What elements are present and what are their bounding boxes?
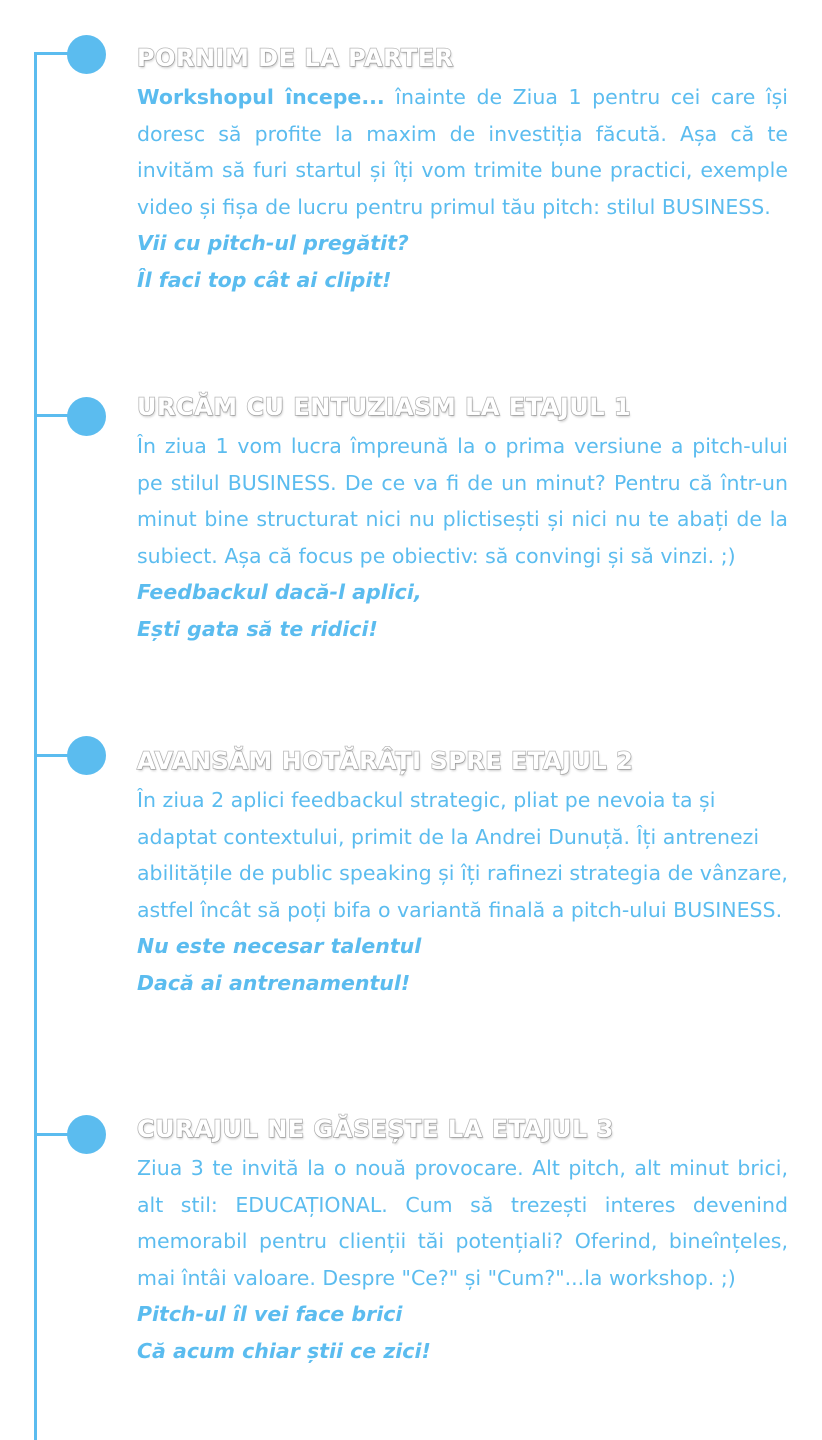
step-description (137, 1150, 788, 1296)
step-body-text: În ziua 2 aplici feedbackul strategic, pliat pe nevoia ta și adaptat contextului, primit de la Andrei Dunuță. Îți antrenezi abilitățile de public speaking și îți rafinezi strategia de vânzare, astfel încât să poți bifa o variantă finală a pitch-ului BUSINESS. (137, 788, 788, 922)
step-body-text: Ziua 3 te invită la o nouă provocare. Alt pitch, alt minut brici, alt stil: EDUCAȚIONAL. Cum să trezești interes devenind memorabil pentru clienții tăi potențiali? Oferind, bineînțeles, mai întâi valoare. Despre "Ce?" și "Cum?"...la workshop. ;) (137, 1156, 788, 1290)
timeline-dot-icon (67, 736, 106, 775)
step-lead: Workshopul începe... (137, 85, 385, 109)
step-description (137, 428, 788, 574)
step-motto-line-1: Feedbackul dacă-l aplici, (137, 580, 422, 604)
step-description (137, 79, 788, 225)
step-motto-line-2: Îl faci top cât ai clipit! (137, 267, 392, 292)
step-motto-line-1: Vii cu pitch-ul pregătit? (137, 231, 409, 255)
step-motto-line-1: Nu este necesar talentul (137, 934, 422, 958)
step-body-text: înainte de Ziua 1 pentru cei care își doresc să profite la maxim de investiția făcută. Așa că te invităm să furi startul și îți vom trimite bune practici, exemple video și fișa de lucru pentru primul tău pitch: stilul BUSINESS. (137, 85, 788, 219)
step-content (137, 43, 788, 298)
step-motto-line-1: Pitch-ul îl vei face brici (137, 1302, 403, 1326)
step-content (137, 1114, 788, 1369)
step-motto-line-2: Dacă ai antrenamentul! (137, 970, 411, 995)
timeline-line (34, 52, 37, 1440)
step-title: PORNIM DE LA PARTER (137, 44, 454, 72)
step-content (137, 392, 788, 647)
step-description (137, 782, 788, 928)
step-motto-line-2: Că acum chiar știi ce zici! (137, 1338, 431, 1363)
timeline-dot-icon (67, 35, 106, 74)
step-body-text: În ziua 1 vom lucra împreună la o prima versiune a pitch-ului pe stilul BUSINESS. De ce va fi de un minut? Pentru că într-un minut bine structurat nici nu plictisești și nici nu te abați de la subiect. Așa că focus pe obiectiv: să convingi și să vinzi. ;) (137, 434, 788, 568)
step-motto-line-2: Ești gata să te ridici! (137, 616, 378, 641)
timeline-dot-icon (67, 1115, 106, 1154)
timeline-dot-icon (67, 397, 106, 436)
step-content (137, 746, 788, 1001)
step-title: URCĂM CU ENTUZIASM LA ETAJUL 1 (137, 393, 632, 421)
step-title: AVANSĂM HOTĂRÂȚI SPRE ETAJUL 2 (137, 747, 634, 775)
step-title: CURAJUL NE GĂSEȘTE LA ETAJUL 3 (137, 1115, 614, 1143)
